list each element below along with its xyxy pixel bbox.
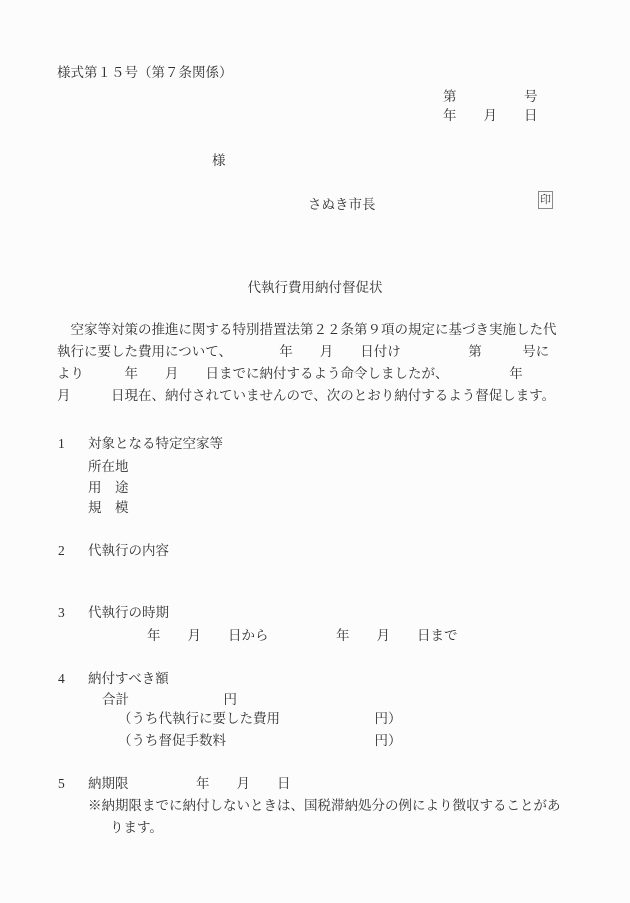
document-number-line: 第 号 xyxy=(443,89,538,104)
body-line-4: 月 日現在、納付されていませんので、次のとおり納付するよう督促します。 xyxy=(57,388,556,403)
section-1-number: 1 xyxy=(58,436,65,451)
section-4-breakdown-demand-fee: （うち督促手数料 円） xyxy=(118,733,402,748)
section-2-title: 代執行の内容 xyxy=(88,543,169,558)
form-number: 様式第１５号（第７条関係） xyxy=(57,65,233,80)
section-1-item-use: 用 途 xyxy=(88,480,129,495)
section-1-item-scale: 規 模 xyxy=(88,500,129,515)
section-1-title: 対象となる特定空家等 xyxy=(88,436,223,451)
section-4-number: 4 xyxy=(58,671,65,686)
section-3-period-line: 年 月 日から 年 月 日まで xyxy=(147,628,458,643)
section-3-number: 3 xyxy=(58,605,65,620)
document-title: 代執行費用納付督促状 xyxy=(247,280,383,295)
section-3-title: 代執行の時期 xyxy=(88,605,169,620)
addressee-honorific: 様 xyxy=(212,153,226,168)
section-5-title: 納期限 年 月 日 xyxy=(88,776,291,791)
sender-title: さぬき市長 xyxy=(308,197,376,212)
body-line-2: 執行に要した費用について、 年 月 日付け 第 号に xyxy=(57,344,550,359)
section-2-number: 2 xyxy=(58,543,65,558)
body-line-1: 空家等対策の推進に関する特別措置法第２２条第９項の規定に基づき実施した代 xyxy=(57,322,557,337)
section-4-breakdown-execution-cost: （うち代執行に要した費用 円） xyxy=(118,711,402,726)
body-line-3: より 年 月 日までに納付するよう命令しましたが、 年 xyxy=(57,366,523,381)
seal-box xyxy=(538,191,553,209)
section-5-note-line-1: ※納期限までに納付しないときは、国税滞納処分の例により徴収することがあ xyxy=(88,798,561,813)
seal-character: 印 xyxy=(540,193,551,206)
section-4-total-line: 合計 円 xyxy=(102,692,237,707)
section-5-note-line-2: ります。 xyxy=(110,820,163,835)
issue-date-line: 年 月 日 xyxy=(443,108,538,123)
section-4-title: 納付すべき額 xyxy=(88,671,169,686)
section-1-item-location: 所在地 xyxy=(88,459,129,474)
section-5-number: 5 xyxy=(58,776,65,791)
